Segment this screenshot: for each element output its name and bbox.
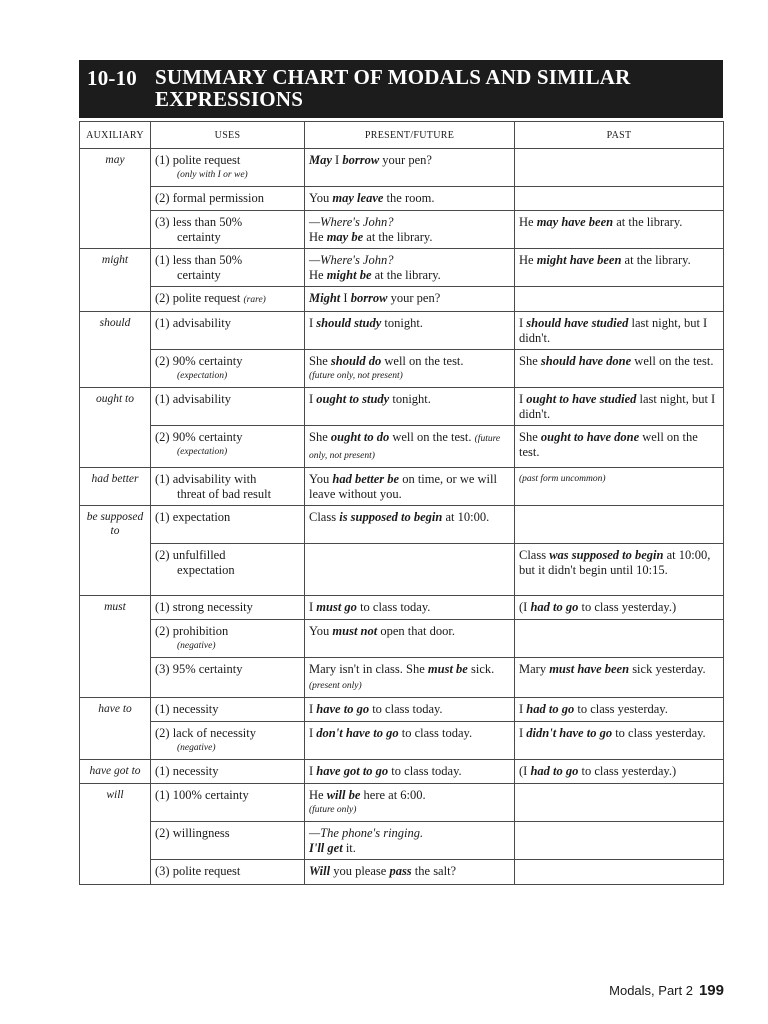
use-cell: (2) 90% certainty (expectation): [151, 426, 305, 468]
running-footer-label: Modals, Part 2: [609, 983, 693, 998]
auxiliary-cell: had better: [80, 468, 151, 506]
past-cell: He might have been at the library.: [515, 249, 724, 287]
auxiliary-cell: might: [80, 249, 151, 312]
auxiliary-cell: be supposed to: [80, 506, 151, 596]
use-cell: (2) prohibition (negative): [151, 620, 305, 658]
table-row: [80, 506, 724, 544]
present-future-cell: —The phone's ringing. I'll get it.: [305, 822, 515, 860]
present-future-cell: [305, 544, 515, 596]
use-cell: (1) polite request (only with I or we): [151, 149, 305, 187]
auxiliary-cell: may: [80, 149, 151, 249]
present-future-cell: I have got to go to class today.: [305, 760, 515, 784]
present-future-cell: I don't have to go to class today.: [305, 722, 515, 760]
use-cell: (1) necessity: [151, 698, 305, 722]
use-cell: (3) less than 50% certainty: [151, 211, 305, 249]
table-row: [80, 658, 724, 698]
table-row: [80, 287, 724, 312]
past-cell: He may have been at the library.: [515, 211, 724, 249]
past-cell: Class was supposed to begin at 10:00, but it didn't begin until 10:15.: [515, 544, 724, 596]
table-row: [80, 596, 724, 620]
column-header-uses: USES: [151, 122, 305, 149]
present-future-cell: You may leave the room.: [305, 187, 515, 211]
past-cell: [515, 784, 724, 822]
auxiliary-cell: should: [80, 312, 151, 388]
use-cell: (1) advisability: [151, 312, 305, 350]
section-header: [79, 60, 723, 118]
table-row: [80, 312, 724, 350]
present-future-cell: Might I borrow your pen?: [305, 287, 515, 312]
modals-summary-table: [79, 121, 724, 885]
table-row: [80, 544, 724, 596]
present-future-cell: I ought to study tonight.: [305, 388, 515, 426]
past-cell: Mary must have been sick yesterday.: [515, 658, 724, 698]
past-cell: I ought to have studied last night, but I didn't.: [515, 388, 724, 426]
past-cell: I had to go to class yesterday.: [515, 698, 724, 722]
table-row: [80, 249, 724, 287]
table-row: [80, 698, 724, 722]
table-row: [80, 187, 724, 211]
table-row: [80, 211, 724, 249]
present-future-cell: She ought to do well on the test. (future only, not present): [305, 426, 515, 468]
past-cell: I didn't have to go to class yesterday.: [515, 722, 724, 760]
use-cell: (1) advisability with threat of bad result: [151, 468, 305, 506]
use-cell: (3) polite request: [151, 860, 305, 885]
use-cell: (2) willingness: [151, 822, 305, 860]
table-row: [80, 620, 724, 658]
table-row: [80, 722, 724, 760]
page-number: 199: [698, 982, 724, 999]
present-future-cell: Mary isn't in class. She must be sick. (present only): [305, 658, 515, 698]
auxiliary-cell: must: [80, 596, 151, 698]
past-cell: (past form uncommon): [515, 468, 724, 506]
table-row: [80, 350, 724, 388]
present-future-cell: —Where's John? He might be at the library.: [305, 249, 515, 287]
past-cell: [515, 187, 724, 211]
use-cell: (1) less than 50% certainty: [151, 249, 305, 287]
column-header-present-future: PRESENT/FUTURE: [305, 122, 515, 149]
present-future-cell: May I borrow your pen?: [305, 149, 515, 187]
use-cell: (2) polite request (rare): [151, 287, 305, 312]
table-row: [80, 760, 724, 784]
present-future-cell: I must go to class today.: [305, 596, 515, 620]
table-row: [80, 860, 724, 885]
section-number: 10-10: [87, 66, 137, 90]
past-cell: [515, 860, 724, 885]
use-cell: (1) strong necessity: [151, 596, 305, 620]
use-cell: (1) expectation: [151, 506, 305, 544]
past-cell: She ought to have done well on the test.: [515, 426, 724, 468]
present-future-cell: You had better be on time, or we will leave without you.: [305, 468, 515, 506]
use-cell: (1) 100% certainty: [151, 784, 305, 822]
section-title: SUMMARY CHART OF MODALS AND SIMILAR EXPRESSIONS: [155, 65, 631, 111]
past-cell: (I had to go to class yesterday.): [515, 596, 724, 620]
table-row: [80, 784, 724, 822]
page-footer: [578, 982, 724, 1002]
auxiliary-cell: have to: [80, 698, 151, 760]
past-cell: [515, 287, 724, 312]
table-header-row: [80, 122, 724, 149]
past-cell: (I had to go to class yesterday.): [515, 760, 724, 784]
present-future-cell: —Where's John? He may be at the library.: [305, 211, 515, 249]
past-cell: She should have done well on the test.: [515, 350, 724, 388]
past-cell: [515, 620, 724, 658]
past-cell: [515, 506, 724, 544]
past-cell: [515, 149, 724, 187]
use-cell: (1) advisability: [151, 388, 305, 426]
table-row: [80, 149, 724, 187]
present-future-cell: Will you please pass the salt?: [305, 860, 515, 885]
use-cell: (2) 90% certainty (expectation): [151, 350, 305, 388]
column-header-past: PAST: [515, 122, 724, 149]
present-future-cell: She should do well on the test. (future only, not present): [305, 350, 515, 388]
present-future-cell: Class is supposed to begin at 10:00.: [305, 506, 515, 544]
table-row: [80, 822, 724, 860]
use-cell: (2) lack of necessity (negative): [151, 722, 305, 760]
auxiliary-cell: have got to: [80, 760, 151, 784]
use-cell: (2) unfulfilled expectation: [151, 544, 305, 596]
past-cell: I should have studied last night, but I didn't.: [515, 312, 724, 350]
column-header-auxiliary: AUXILIARY: [80, 122, 151, 149]
past-cell: [515, 822, 724, 860]
use-cell: (2) formal permission: [151, 187, 305, 211]
auxiliary-cell: ought to: [80, 388, 151, 468]
table-row: [80, 468, 724, 506]
present-future-cell: I have to go to class today.: [305, 698, 515, 722]
present-future-cell: You must not open that door.: [305, 620, 515, 658]
present-future-cell: He will be here at 6:00. (future only): [305, 784, 515, 822]
table-row: [80, 388, 724, 426]
use-cell: (3) 95% certainty: [151, 658, 305, 698]
present-future-cell: I should study tonight.: [305, 312, 515, 350]
table-row: [80, 426, 724, 468]
use-cell: (1) necessity: [151, 760, 305, 784]
auxiliary-cell: will: [80, 784, 151, 885]
